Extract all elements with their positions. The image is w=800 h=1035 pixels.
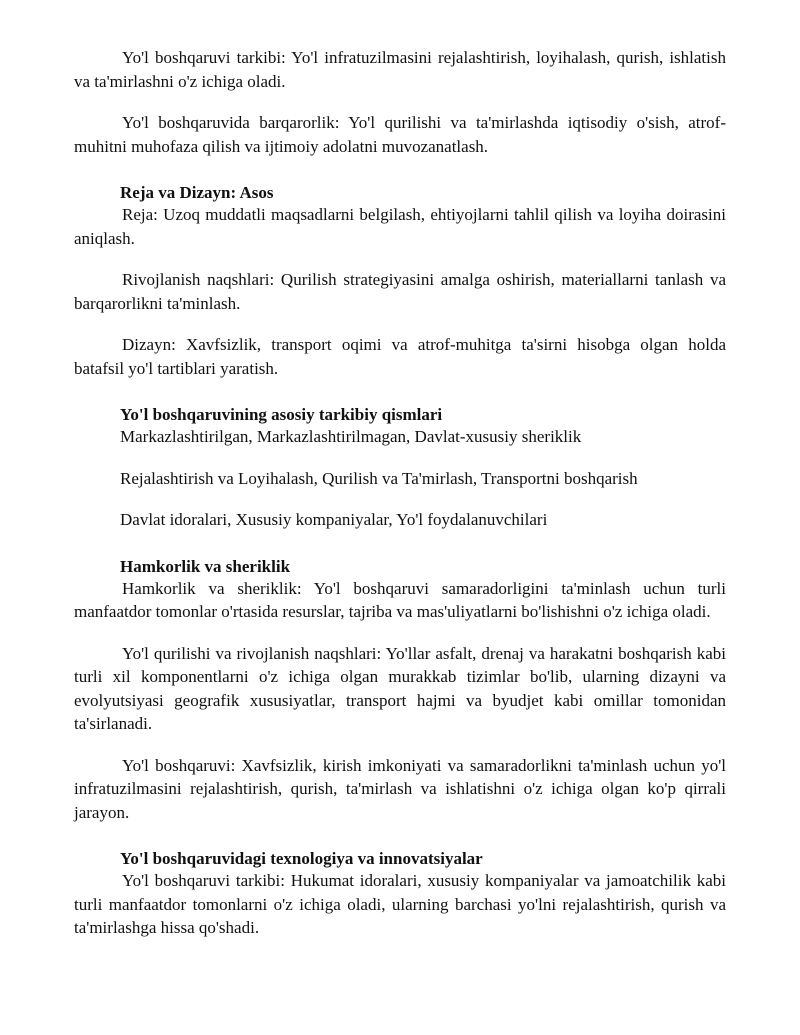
intro-paragraph-composition: Yo'l boshqaruvi tarkibi: Yo'l infratuzilmasini rejalashtirish, loyihalash, qurish, ishlatish va ta'mirlashni o'z ichiga oladi. [74,48,726,91]
paragraph-road-management: Yo'l boshqaruvi: Xavfsizlik, kirish imkoniyati va samaradorlikni ta'minlash uchun yo'l infratuzilmasini rejalashtirish, qurish, ta'mirlash va ishlatishni o'z ichiga olgan ko'p qirrali jarayon. [74,755,726,822]
paragraph-management-composition: Yo'l boshqaruvi tarkibi: Hukumat idoralari, xususiy kompaniyalar va jamoatchilik kabi turli manfaatdor tomonlarni o'z ichiga oladi, ularning barchasi yo'lni rejalashtirish, qurish va ta'mirlashga hissa qo'shadi. [74,871,726,937]
section-heading-technology: Yo'l boshqaruvidagi texnologiya va innovatsiyalar [120,849,483,868]
paragraph-development-patterns: Rivojlanish naqshlari: Qurilish strategiyasini amalga oshirish, materiallarni tanlash va barqarorlikni ta'minlash. [74,270,726,313]
intro-paragraph-sustainability: Yo'l boshqaruvida barqarorlik: Yo'l qurilishi va ta'mirlashda iqtisodiy o'sish, atrof-muhitni muhofaza qilish va ijtimoiy adolatni muvozanatlash. [74,113,726,156]
list-line-stakeholders: Davlat idoralari, Xususiy kompaniyalar, Yo'l foydalanuvchilari [120,510,548,529]
paragraph-collaboration: Hamkorlik va sheriklik: Yo'l boshqaruvi samaradorligini ta'minlash uchun turli manfaatdor tomonlar o'rtasida resurslar, tajriba va mas'uliyatlarni bo'lishishni o'z ichiga oladi. [74,578,726,621]
paragraph-road-construction: Yo'l qurilishi va rivojlanish naqshlari: Yo'llar asfalt, drenaj va harakatni boshqarish kabi turli xil komponentlarni o'z ichiga olgan murakkab tizimlar bo'lib, ularning dizayni va evolyutsiyasi geografik xususiyatlar, transport hajmi va byudjet kabi omillar tomonidan ta'sirlanadi. [74,643,726,733]
paragraph-design: Dizayn: Xavfsizlik, transport oqimi va atrof-muhitga ta'sirni hisobga olgan holda batafsil yo'l tartiblari yaratish. [74,335,726,378]
document-page [74,46,726,940]
section-heading-plan-design: Reja va Dizayn: Asos [120,183,274,202]
paragraph-plan: Reja: Uzoq muddatli maqsadlarni belgilash, ehtiyojlarni tahlil qilish va loyiha doirasini aniqlash. [74,205,726,248]
list-line-governance-models: Markazlashtirilgan, Markazlashtirilmagan, Davlat-xususiy sheriklik [120,427,582,446]
section-heading-collaboration: Hamkorlik va sheriklik [120,556,291,576]
list-line-functions: Rejalashtirish va Loyihalash, Qurilish va Ta'mirlash, Transportni boshqarish [120,468,638,488]
section-heading-key-components: Yo'l boshqaruvining asosiy tarkibiy qismlari [120,405,443,424]
